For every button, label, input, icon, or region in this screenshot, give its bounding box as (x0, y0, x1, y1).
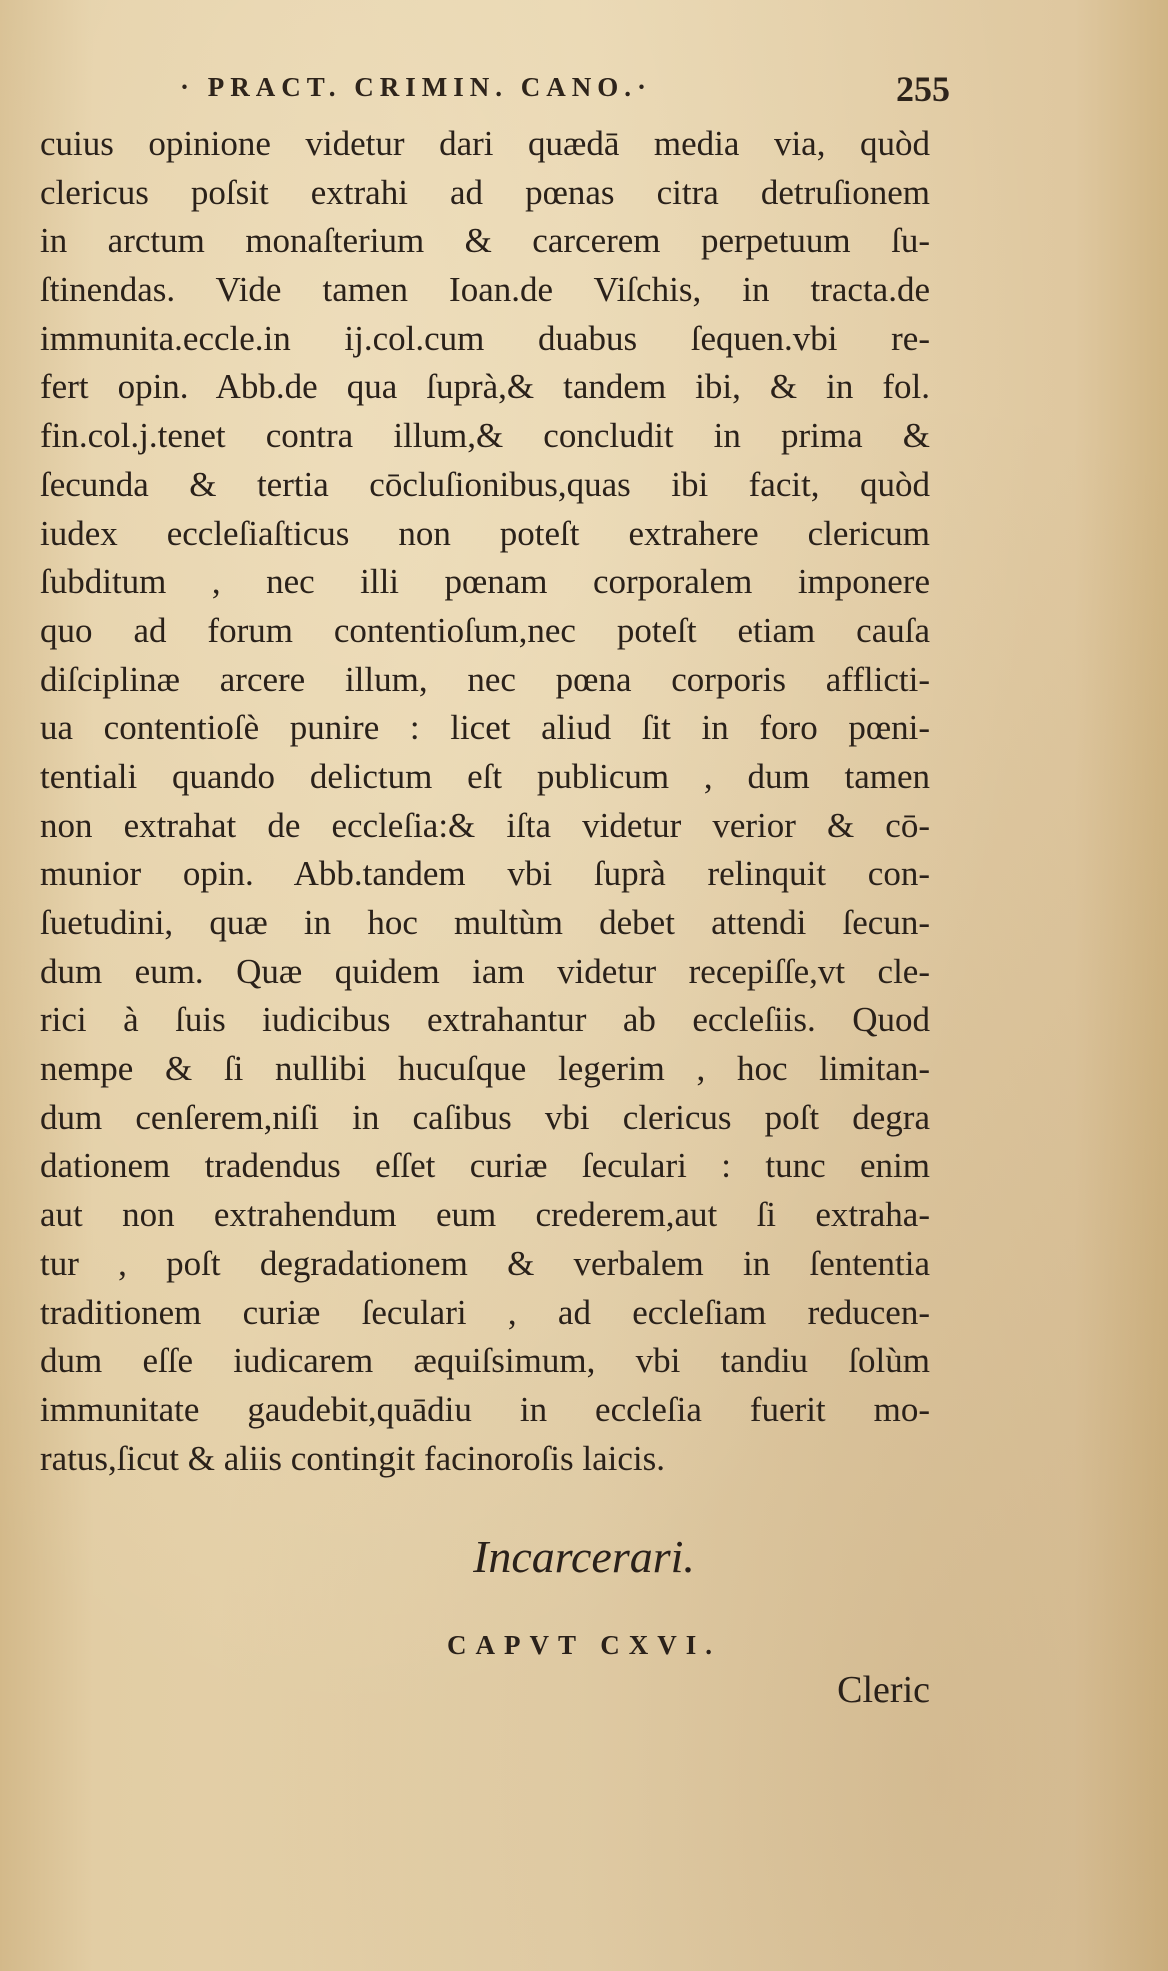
text-line: non extrahat de eccleſia:& iſta videtur verior & cō- (40, 805, 930, 845)
text-line: dum cenſerem,niſi in caſibus vbi clericus poſt degra (40, 1097, 930, 1137)
body-text (40, 120, 930, 1483)
text-line: iudex eccleſiaſticus non poteſt extrahere clericum (40, 513, 930, 553)
text-line: immunitate gaudebit,quādiu in eccleſia fuerit mo- (40, 1389, 930, 1429)
text-line: in arctum monaſterium & carcerem perpetuum ſu- (40, 221, 930, 261)
text-line: munior opin. Abb.tandem vbi ſuprà relinquit con- (40, 854, 930, 894)
text-line: cuius opinione videtur dari quædā media via, quòd (40, 124, 930, 163)
text-line: rici à ſuis iudicibus extrahantur ab eccleſiis. Quod (40, 1000, 930, 1040)
section-heading: Incarcerari. (473, 1531, 695, 1582)
text-line: dum eum. Quæ quidem iam videtur recepiſſe,vt cle- (40, 951, 930, 991)
chapter-label: CAPVT CXVI. (446, 1630, 721, 1660)
text-line: ſubditum , nec illi pœnam corporalem imponere (40, 562, 930, 602)
text-line: fert opin. Abb.de qua ſuprà,& tandem ibi, & in fol. (40, 367, 930, 407)
text-line: ſuetudini, quæ in hoc multùm debet attendi ſecun- (40, 903, 930, 942)
text-line: nempe & ſi nullibi hucuſque legerim , hoc limitan- (40, 1049, 930, 1089)
page-number: 255 (896, 69, 950, 109)
text-line: tentiali quando delictum eſt publicum , dum tamen (40, 756, 930, 796)
text-line: dum eſſe iudicarem æquiſsimum, vbi tandiu ſolùm (40, 1341, 930, 1381)
page-header (180, 69, 960, 112)
text-line: ua contentioſè punire : licet aliud ſit in foro pœni- (40, 708, 930, 748)
text-line: ſtinendas. Vide tamen Ioan.de Viſchis, in tracta.de (40, 270, 930, 310)
text-line: fin.col.j.tenet contra illum,& concludit in prima & (40, 416, 930, 456)
text-line: diſciplinæ arcere illum, nec pœna corporis afflicti- (40, 659, 930, 699)
text-line: aut non extrahendum eum crederem,aut ſi extraha- (40, 1195, 930, 1235)
text-line: ſecunda & tertia cōcluſionibus,quas ibi facit, quòd (40, 464, 930, 504)
text-line: immunita.eccle.in ij.col.cum duabus ſequen.vbi re- (40, 318, 930, 358)
text-line: tur , poſt degradationem & verbalem in ſententia (40, 1243, 930, 1283)
text-line: ratus,ſicut & aliis contingit facinoroſis laicis. (40, 1438, 666, 1478)
text-line: quo ad forum contentioſum,nec poteſt etiam cauſa (40, 610, 930, 650)
catchword: Cleric (837, 1669, 930, 1711)
text-line: clericus poſsit extrahi ad pœnas citra detruſionem (40, 172, 930, 212)
text-line: dationem tradendus eſſet curiæ ſeculari : tunc enim (40, 1146, 930, 1186)
running-head: · PRACT. CRIMIN. CANO.· (180, 72, 652, 102)
text-line: traditionem curiæ ſeculari , ad eccleſiam reducen- (40, 1292, 930, 1332)
